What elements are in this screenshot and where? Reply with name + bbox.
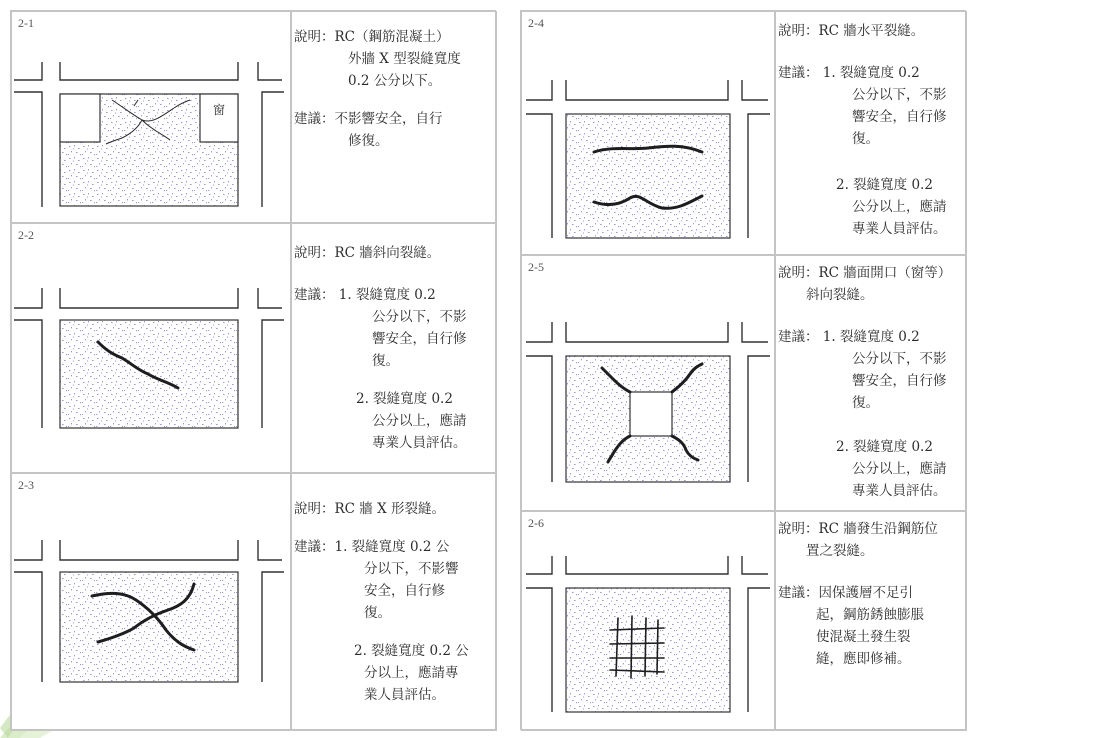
- description-cell-2-1: [291, 11, 497, 223]
- description-line: 復。: [364, 605, 391, 621]
- description-line: 公分以下，不影: [372, 309, 467, 325]
- description-line: 響安全，自行修: [372, 331, 467, 347]
- description-line: 2. 裂縫寬度 0.2: [356, 391, 453, 407]
- description-line: 專業人員評估。: [852, 221, 947, 237]
- description-line: 說明：RC 牆發生沿鋼筋位: [778, 521, 938, 537]
- crack-table-right: [520, 10, 966, 730]
- description-cell-2-5: [775, 255, 967, 511]
- description-line: 縫，應即修補。: [816, 651, 911, 667]
- description-line: 外牆 X 型裂縫寬度: [348, 51, 461, 67]
- case-id: 2-2: [18, 228, 34, 242]
- description-line: 建議： 1. 裂縫寬度 0.2: [778, 329, 920, 345]
- description-line: 建議：1. 裂縫寬度 0.2 公: [294, 539, 450, 555]
- description-line: 說明：RC 牆斜向裂縫。: [294, 245, 441, 261]
- description-line: 起，鋼筋銹蝕膨脹: [816, 607, 924, 623]
- wall-diagram-x-crack: [12, 474, 292, 732]
- window-label: 窗: [212, 103, 226, 117]
- description-line: 公分以下，不影: [852, 87, 947, 103]
- wall-diagram-x-crack-window: [12, 12, 292, 224]
- description-cell-2-4: [775, 11, 967, 255]
- case-id: 2-1: [18, 16, 34, 30]
- case-id: 2-5: [528, 260, 544, 274]
- description-line: 分以上，應請專: [364, 665, 459, 681]
- wall-diagram-diagonal-crack: [12, 224, 292, 474]
- description-line: 建議：不影響安全，自行: [294, 111, 443, 127]
- description-line: 0.2 公分以下。: [348, 73, 442, 89]
- description-line: 建議： 1. 裂縫寬度 0.2: [294, 287, 436, 303]
- description-line: 分以下，不影響: [364, 561, 459, 577]
- diagram-cell-2-2: [11, 223, 291, 473]
- description-cell-2-2: [291, 223, 497, 473]
- case-id: 2-6: [528, 516, 544, 530]
- description-line: 安全，自行修: [364, 583, 445, 599]
- description-line: 公分以上，應請: [852, 461, 947, 477]
- description-line: 說明：RC 牆面開口（窗等）: [778, 265, 952, 281]
- case-id: 2-3: [18, 478, 34, 492]
- wall-diagram-rebar-crack: [522, 512, 776, 732]
- description-line: 建議： 1. 裂縫寬度 0.2: [778, 65, 920, 81]
- description-line: 公分以下，不影: [852, 351, 947, 367]
- description-line: 業人員評估。: [364, 687, 445, 703]
- diagram-cell-2-4: [521, 11, 775, 255]
- diagram-cell-2-5: [521, 255, 775, 511]
- description-line: 2. 裂縫寬度 0.2 公: [354, 643, 469, 659]
- wall-diagram-opening-diagonal-crack: [522, 256, 776, 512]
- description-line: 置之裂縫。: [806, 543, 874, 559]
- description-line: 公分以上，應請: [372, 413, 467, 429]
- wall-diagram-horizontal-crack: [522, 12, 776, 256]
- description-line: 修復。: [348, 133, 389, 149]
- case-id: 2-4: [528, 16, 544, 30]
- description-line: 響安全，自行修: [852, 109, 947, 125]
- crack-table-left: [10, 10, 496, 730]
- description-line: 斜向裂縫。: [806, 287, 874, 303]
- description-line: 專業人員評估。: [372, 435, 467, 451]
- description-line: 說明：RC 牆 X 形裂縫。: [294, 501, 445, 517]
- description-cell-2-6: [775, 511, 967, 731]
- description-line: 復。: [852, 131, 879, 147]
- description-line: 2. 裂縫寬度 0.2: [836, 439, 933, 455]
- description-line: 2. 裂縫寬度 0.2: [836, 177, 933, 193]
- description-line: 說明：RC（鋼筋混凝土）: [294, 29, 450, 45]
- description-line: 說明：RC 牆水平裂縫。: [778, 23, 925, 39]
- description-line: 響安全，自行修: [852, 373, 947, 389]
- description-line: 復。: [852, 395, 879, 411]
- description-line: 專業人員評估。: [852, 483, 947, 499]
- description-line: 使混凝土發生裂: [816, 629, 911, 645]
- description-line: 建議：因保護層不足引: [778, 585, 913, 601]
- diagram-cell-2-1: [11, 11, 291, 223]
- description-cell-2-3: [291, 473, 497, 731]
- description-line: 公分以上，應請: [852, 199, 947, 215]
- diagram-cell-2-3: [11, 473, 291, 731]
- diagram-cell-2-6: [521, 511, 775, 731]
- description-line: 復。: [372, 353, 399, 369]
